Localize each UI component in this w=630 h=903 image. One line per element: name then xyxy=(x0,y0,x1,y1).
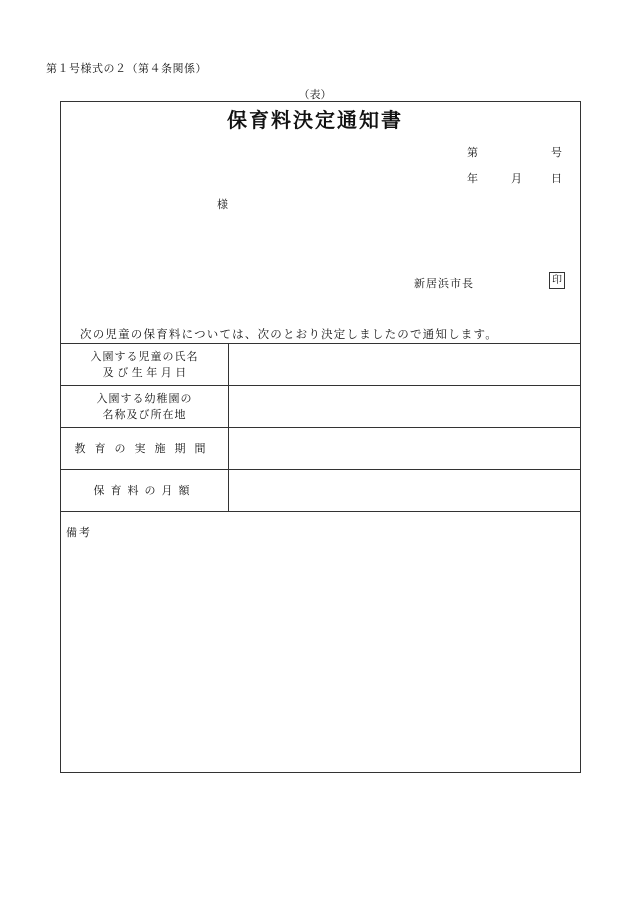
row-label-line2: 及 び 生 年 月 日 xyxy=(102,365,187,379)
number-suffix: 号 xyxy=(551,146,562,159)
row-label xyxy=(61,428,229,470)
table-row xyxy=(61,428,581,470)
issuer: 新居浜市長 xyxy=(414,277,474,290)
details-table xyxy=(60,343,581,512)
intro-text: 次の児童の保育料については、次のとおり決定しましたので通知します。 xyxy=(80,327,498,341)
date-year: 年 xyxy=(467,172,478,185)
table-row xyxy=(61,344,581,386)
row-label-line1: 入園する児童の氏名 xyxy=(90,349,199,363)
table-row xyxy=(61,386,581,428)
remarks-label: 備考 xyxy=(66,526,92,539)
number-prefix: 第 xyxy=(467,146,478,159)
row-label xyxy=(61,344,229,386)
row-label-line2: 名称及び所在地 xyxy=(102,407,187,421)
row-label-line1: 保育料の月額 xyxy=(93,483,196,497)
document-title: 保育料決定通知書 xyxy=(227,108,403,132)
date-day: 日 xyxy=(551,172,562,185)
table-row xyxy=(61,470,581,512)
date-month: 月 xyxy=(511,172,522,185)
side-label: （表） xyxy=(298,88,332,101)
row-value xyxy=(229,386,581,428)
row-value xyxy=(229,428,581,470)
recipient-honorific: 様 xyxy=(217,198,228,211)
row-label xyxy=(61,386,229,428)
row-value xyxy=(229,470,581,512)
row-label-line1: 入園する幼稚園の xyxy=(96,391,193,405)
row-label-line1: 教育の実施期間 xyxy=(74,441,215,455)
seal-mark: 印 xyxy=(549,272,565,289)
row-label xyxy=(61,470,229,512)
form-code: 第１号様式の２（第４条関係） xyxy=(46,62,207,75)
row-value xyxy=(229,344,581,386)
